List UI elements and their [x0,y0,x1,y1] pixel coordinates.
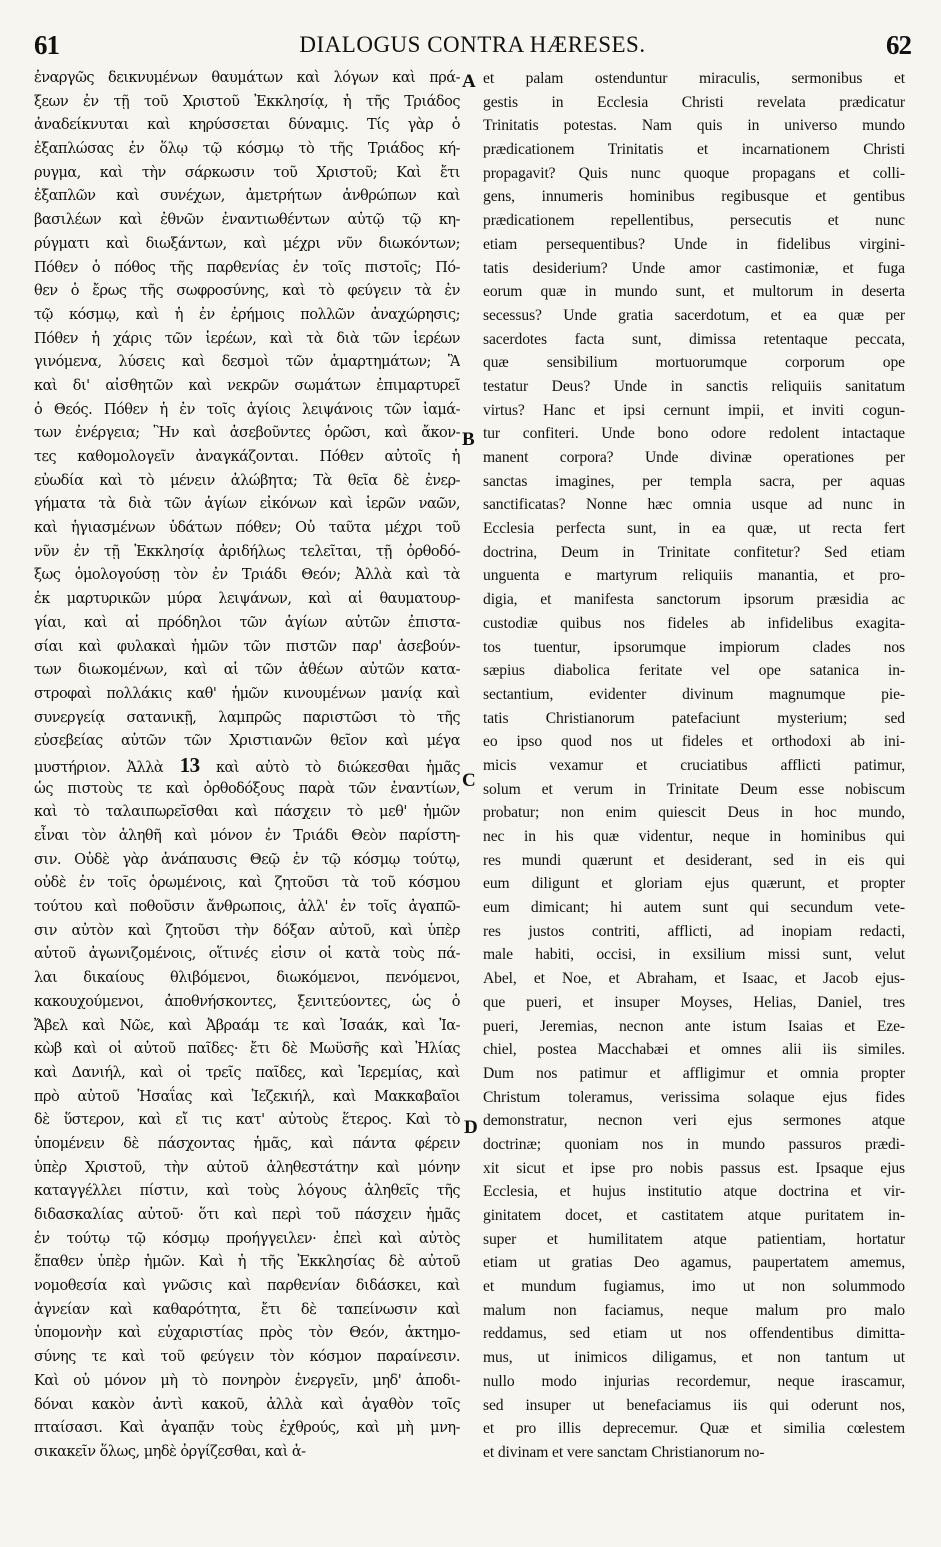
greek-text-line: λαι δικαίους θλιβόμενοι, διωκόμενοι, πενόμενοι, [34,970,460,987]
greek-text-line: γινόμενα, λύσεις καὶ δεσμοὶ τῶν ἁμαρτημάτων; Ἃ [34,354,460,371]
greek-text-line: Καὶ οὐ μόνον μὴ τὸ πονηρὸν ἐνεργεῖν, μηδ' ἀποδι- [34,1372,460,1389]
greek-text-line: αὐτοῦ ἀγωνιζομένοις, οἵτινές εἰσιν οἱ κατὰ τοὺς πά- [34,946,460,963]
greek-text-line: Ἄβελ καὶ Νῶε, καὶ Ἀβραάμ τε καὶ Ἰσαάκ, καὶ Ἰα- [34,1017,460,1034]
latin-text-line: mus, ut inimicos diligamus, et non tantum ut [483,1349,905,1367]
latin-text-line: tos tuentur, ipsorumque impiorum clades nos [483,638,905,656]
greek-text-line: ἐν τούτῳ τῷ κόσμῳ προήγγειλεν· ἐπεὶ καὶ αὐτὸς [34,1230,460,1247]
greek-text-line: σιν αὐτὸν καὶ ζητοῦσι τὴν δόξαν αὐτοῦ, καὶ ὑπὲρ [34,922,460,939]
greek-text-line [34,754,460,778]
latin-text-line: gens, innumeris hominibus regibusque et gentibus [483,188,905,206]
latin-text-line: eo ipso quod nos ut fideles et orthodoxi ab ini- [483,733,905,751]
greek-text-line: ὑπομονὴν καὶ εὐχαριστίας πρὸς τὸν Θεόν, ἀκτημο- [34,1325,460,1342]
latin-text-line: testatur Deus? Unde in sanctis reliquiis sanitatum [483,377,905,395]
latin-text-line: solum et verum in Trinitate Deum esse nobiscum [483,780,905,798]
greek-column [34,67,460,1465]
latin-text-line: sanctas imagines, per templa sacra, per aquas [483,472,905,490]
running-title: DIALOGUS CONTRA HÆRESES. [299,32,646,57]
latin-text-line: sacerdotes facta sunt, dimissa retentaque peccata, [483,330,905,348]
latin-text-line: xit sicut et ipse pro nobis passus est. Ipsaque ejus [483,1159,905,1177]
latin-text-line: eorum quæ in mundo sunt, et multorum in deserta [483,283,905,301]
latin-text-line: nec in his quæ videntur, neque in hominibus qui [483,828,905,845]
latin-text-line: etiam ut gratias Deo agamus, paupertatem amemus, [483,1254,905,1272]
greek-text-line: ὑπομένειν δὲ πάσχοντας ἡμᾶς, καὶ πάντα φέρειν [34,1135,460,1152]
margin-marker-c: C [462,770,476,791]
page-header [34,22,911,60]
margin-marker-a: A [462,71,476,92]
column-section-number: 13 [179,753,200,777]
greek-text-line: καὶ τὸ ταλαιπωρεῖσθαι καὶ πάσχειν τὸ μεθ' ἡμῶν [34,804,460,821]
greek-text-line: ἐναργῶς δεικνυμένων θαυμάτων καὶ λόγων καὶ πρά- [34,70,460,86]
latin-text-line: demonstratur, necnon veri ejus sermones atque [483,1112,905,1130]
greek-text-line: καταγγέλλει πίστιν, καὶ τοὺς λόγους ἀληθεῖς τῆς [34,1183,460,1200]
greek-text-line: ἔπαθεν ὑπὲρ ἡμῶν. Καὶ ἡ τῆς Ἐκκλησίας δὲ αὐτοῦ [34,1254,460,1271]
latin-text-line: micis vexamur et cruciatibus afflicti patimur, [483,756,905,774]
page-number-right: 62 [886,30,911,60]
latin-text-line: etiam persequentibus? Unde in fidelibus virgini- [483,235,905,253]
greek-text-line: δόναι κακὸν ἀντὶ κακοῦ, ἀλλὰ καὶ ἀγαθὸν τοῖς [34,1396,460,1413]
latin-text-line: eum dimicant; hi autem sunt qui secundum vete- [483,899,905,917]
latin-text-line: doctrina, Deum in Trinitate confitetur? Sed etiam [483,543,905,561]
greek-text-line: συνεργείᾳ σατανικῇ, λαμπρῶς παριστῶσι τὸ τῆς [34,709,460,726]
page-number-left: 61 [34,30,59,60]
greek-text-line: ὑπὲρ Χριστοῦ, τὴν αὐτοῦ ἀληθεστάτην καὶ μόνην [34,1159,460,1176]
greek-text-line: ρυγμα, καὶ τὴν σάρκωσιν τοῦ Χριστοῦ; Καὶ ἔτι [34,164,460,181]
latin-text-line: malum non faciamus, neque malum pro malo [483,1301,905,1319]
latin-text-line: quæ sensibilium mortuorumque corporum ope [483,354,905,372]
greek-text-line: τῷ κόσμῳ, καὶ ἡ ἐν ἐρήμοις πολλῶν ἀναχώρησις; [34,306,460,323]
latin-text-line: Trinitatis potestas. Nam quis in universo mundo [483,117,905,135]
greek-text-line: ἐξαπλῶν καὶ συνέχων, ἀμετρήτων ἀνθρώπων καὶ [34,188,460,205]
greek-text-line: καὶ ἡγιασμένων ὑδάτων πόθεν; Οὐ ταῦτα μέχρι τοῦ [34,520,460,537]
latin-text-line: reddamus, sed etiam ut nos offendentibus dimitta- [483,1325,905,1343]
latin-text-line: prædicationem Trinitatis et incarnationem Christi [483,141,905,159]
margin-marker-b: B [462,429,475,450]
latin-text-line: male habiti, occisi, in exsilium missi sunt, velut [483,946,905,964]
latin-text-line: tatis desiderium? Unde amor castimoniæ, et fuga [483,259,905,277]
greek-text-line: σύνης τε καὶ τοῦ φεύγειν τὸν κόσμον παραίνεσιν. [34,1349,460,1366]
latin-text-line: probatur; non enim quiescit Deus in hoc mundo, [483,804,905,822]
latin-text-line: virtus? Hanc et ipsi cernunt impii, et inviti cogun- [483,401,905,419]
greek-text-line: των διωκομένων, καὶ αἱ τῶν ἀθέων αὐτῶν κατα- [34,662,460,679]
greek-text-line: ξως ὁμολογούσῃ τὸν ἐν Τριάδι Θεόν; Ἀλλὰ καὶ τὰ [34,567,460,584]
greek-text-line: κακουχούμενοι, ἀποθνήσκοντες, ξενιτεύοντες, ὡς ὁ [34,993,460,1010]
greek-text-line: νῦν ἐν τῇ Ἐκκλησίᾳ ἀριδήλως τελεῖται, τῇ ὀρθοδό- [34,543,460,560]
greek-text-line: ὡς πιστοὺς τε καὶ ὀρθοδόξους παρὰ τῶν ἐναντίων, [34,780,460,797]
latin-text-line: propagavit? Quis nunc quoque propagans et colli- [483,164,905,182]
greek-text-line: εὐσεβείας αὐτῶν τῶν Χριστιανῶν θεῖον καὶ μέγα [34,733,460,750]
latin-text-line: eum diligunt et gloriam ejus quærunt, et propter [483,875,905,893]
latin-text-line: unguenta e martyrum reliquiis manantia, et pro- [483,567,905,585]
latin-text-line: sectantium, evidenter divinum magnumque pie- [483,685,905,703]
latin-text-line: super et humilitatem atque patientiam, hortatur [483,1230,905,1248]
latin-text-line: res mundi quærunt et desiderant, sed in eis qui [483,851,905,869]
greek-text-line: θεν ὁ ἔρως τῆς σωφροσύνης, καὶ τὸ φεύγειν τὰ ἐν [34,283,460,300]
greek-text-line: ἐξαπλώσας ἐν ὅλῳ τῷ κόσμῳ τὸ τῆς Τριάδος κή- [34,141,460,158]
greek-text-line: ἁγνείαν καὶ καθαρότητα, ἔτι δὲ ταπείνωσιν καὶ [34,1301,460,1318]
greek-text-line: καὶ δι' αἰσθητῶν καὶ νεκρῶν σωμάτων ἐπιμαρτυρεῖ [34,377,460,394]
greek-text-line: εἶναι τὸν ἀληθῆ καὶ μόνον ἐν Τριάδι Θεὸν παρίστη- [34,828,460,844]
margin-marker-d: D [464,1117,478,1138]
greek-text-line: εὐωδία καὶ τὸ μένειν ἀλώβητα; Τὰ θεῖα δὲ ἐνερ- [34,472,460,489]
greek-text-line: πρὸ αὐτοῦ Ἡσαΐας καὶ Ἰεζεκιήλ, καὶ Μακκαβαῖοι [34,1088,460,1105]
latin-text-line: sanctificatas? Nonne hæc omnia usque ad nunc in [483,496,905,514]
greek-text-line: διδασκαλίας αὐτοῦ· ὅτι καὶ περὶ τοῦ πάσχειν ἡμᾶς [34,1207,460,1223]
greek-text-line: τες καθομολογεῖν ἀναγκάζονται. Πόθεν αὐτοῖς ἡ [34,449,460,465]
latin-text-line: Ecclesia, et hujus institutio atque doctrina et vir- [483,1183,905,1201]
latin-text-line: Dum nos patimur et affligimur et omnia propter [483,1064,905,1082]
greek-text-line: των ἐνέργεια; Ἣν καὶ ἀσεβοῦντες ὁρῶσι, καὶ ἄκον- [34,425,460,442]
greek-text-line: Πόθεν ἡ χάρις τῶν ἱερέων, καὶ τὰ διὰ τῶν ἱερέων [34,330,460,347]
greek-text-line: βασιλέων καὶ ἐθνῶν ἐναντιωθέντων αὐτῷ τῷ κη- [34,212,460,229]
greek-text-line: ρύγματι καὶ διωξάντων, καὶ μέχρι νῦν διωκόντων; [34,235,460,252]
latin-text-line: doctrinæ; quoniam nos in mundo passuros prædi- [483,1135,905,1153]
latin-text-line: manent corpora? Unde divinæ operationes per [483,449,905,466]
greek-text-line: στροφαὶ πολλάκις καθ' ἡμῶν κινουμένων μανίᾳ καὶ [34,685,460,702]
latin-text-line: et mundum fugiamus, imo ut non solummodo [483,1278,905,1296]
greek-text-line: ξεων ἐν τῇ τοῦ Χριστοῦ Ἐκκλησίᾳ, ἡ τῆς Τριάδος [34,93,460,110]
latin-text-line: tur confiteri. Unde bono odore redolent intactaque [483,425,905,443]
latin-text-line: sed insuper ut benefaciamus iis qui oderunt nos, [483,1396,905,1414]
latin-text-line: digia, et manifesta sanctorum ipsorum præsidia ac [483,591,905,609]
latin-text-line: sæpius diabolica feritate vel ope satanica in- [483,662,905,680]
latin-text-line: custodiæ quibus nos fideles ab infidelibus exagita- [483,614,905,632]
latin-text-line: gestis in Ecclesia Christi revelata prædicatur [483,93,905,111]
latin-text-line: ginitatem docet, et castitatem atque puritatem in- [483,1207,905,1224]
latin-text-line: Abel, et Noe, et Abraham, et Isaac, et Jacob ejus- [483,970,905,988]
greek-text-line: σίαι καὶ φυλακαὶ ἡμῶν τῶν πιστῶν παρ' ἀσεβούν- [34,638,460,655]
greek-text-line: καὶ Δανιήλ, καὶ οἱ τρεῖς παῖδες, καὶ Ἱερεμίας, καὶ [34,1064,460,1081]
latin-text-line: secessus? Unde gratia sacerdotum, et ea quæ per [483,306,905,324]
latin-text-line: et palam ostenduntur miraculis, sermonibus et [483,70,905,87]
greek-text-line: σιν. Οὐδὲ γὰρ ἀνάπαυσις Θεῷ ἐν τῷ κόσμῳ τούτῳ, [34,851,460,868]
latin-text-line: et pro illis deprecemur. Quæ et similia cœlestem [483,1420,905,1438]
greek-text-line: σικακεῖν ὅλως, μηδὲ ὀργίζεσθαι, καὶ ἀ- [34,1443,306,1460]
greek-text-line: ἐκ μαρτυρικῶν μύρα λειψάνων, καὶ αἱ θαυματουρ- [34,591,460,608]
latin-text-line: et divinam et vere sanctam Christianorum no- [483,1443,765,1461]
latin-text-line: nullo modo injurias recordemur, neque irascamur, [483,1372,905,1390]
greek-text-line: ὁ Θεός. Πόθεν ἡ ἐν τοῖς ἁγίοις λειψάνοις τῶν ἰαμά- [34,401,460,418]
latin-text-line: prædicationem repellentibus, persecutis et nunc [483,212,905,230]
greek-text-line: νομοθεσία καὶ γνῶσις καὶ παρθενίαν διδάσκει, καὶ [34,1278,460,1295]
latin-text-line: Christum toleramus, verissima solaque ejus fides [483,1088,905,1106]
latin-text-line: que pueri, et insuper Moyses, Helias, Daniel, tres [483,993,905,1011]
greek-text-line-tail: καὶ αὐτὸ τὸ διώκεσθαι ἡμᾶς [215,759,460,776]
latin-text-line: Ecclesia perfecta sunt, in ea quæ, ut recta fert [483,520,905,538]
latin-text-line: pueri, Jeremias, necnon ante istum Isaias et Eze- [483,1017,905,1035]
greek-text-line: τούτου καὶ ποθοῦσιν ἄνθρωποις, ἀλλ' ἐν τοῖς ἀγαπῶ- [34,899,460,916]
greek-text-line-head: μυστήριον. Ἀλλὰ [34,759,164,776]
greek-text-line: γίαι, καὶ αἱ πρόδηλοι τῶν ἁγίων αὐτῶν ἐπιστα- [34,614,460,631]
greek-text-line: δὲ ὕστερον, καὶ εἴ τις κατ' αὐτοὺς ἕτερος. Καὶ τὸ [34,1112,460,1129]
greek-text-line: ἀναδείκνυται καὶ κηρύσσεται δύναμις. Τίς γὰρ ὁ [34,117,460,134]
greek-text-line: Πόθεν ὁ πόθος τῆς παρθενίας ἐν τοῖς πιστοῖς; Πό- [34,259,460,276]
latin-text-line: res justos contriti, afflicti, ad inopiam redacti, [483,922,905,940]
greek-text-line: γήματα τὰ διὰ τῶν ἁγίων εἰκόνων καὶ ἱερῶν ναῶν, [34,496,460,513]
latin-column [483,67,905,1465]
greek-text-line: πταίσασι. Καὶ ἀγαπᾷν τοὺς ἐχθρούς, καὶ μὴ μνη- [34,1420,460,1437]
greek-text-line: οὐδὲ ἐν τοῖς ὁρωμένοις, καὶ ζητοῦσι τὰ τοῦ κόσμου [34,875,460,892]
latin-text-line: tatis Christianorum patefaciunt mysterium; sed [483,709,905,727]
latin-text-line: chiel, postea Macchabæi et omnes alii iis similes. [483,1041,905,1059]
greek-text-line: κὼβ καὶ οἱ αὐτοῦ παῖδες· ἔτι δὲ Μωϋσῆς καὶ Ἠλίας [34,1041,460,1058]
